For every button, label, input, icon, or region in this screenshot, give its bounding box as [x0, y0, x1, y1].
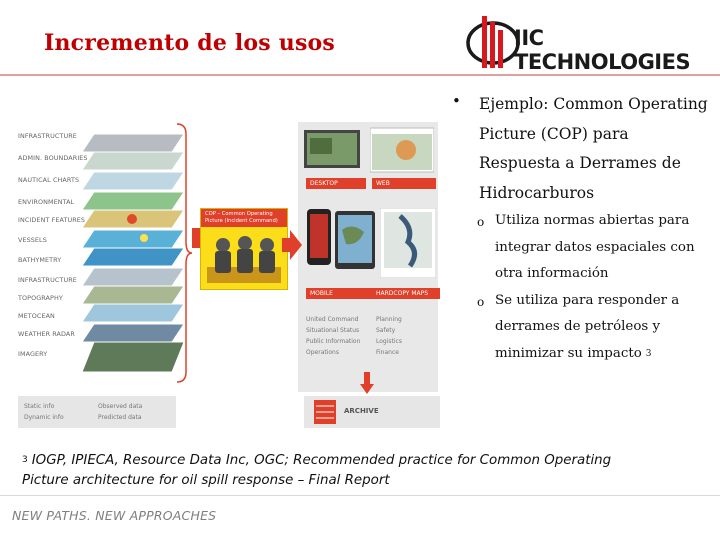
function-item: Safety	[376, 327, 396, 334]
function-item: Public Information	[306, 338, 361, 345]
function-item: United Command	[306, 316, 359, 323]
logo-text: IIC TECHNOLOGIES	[514, 26, 691, 74]
archive-box	[304, 396, 440, 428]
mobile-label: MOBILE	[306, 288, 374, 299]
function-item: Situational Status	[306, 327, 360, 334]
footer-tagline: NEW PATHS. NEW APPROACHES	[12, 508, 217, 523]
main-bullet-text: Ejemplo: Common Operating Picture (COP) para Respuesta a Derrames de Hidrocarburos	[479, 95, 708, 202]
arrow-down-icon	[360, 372, 374, 394]
bullet-list	[452, 90, 714, 368]
footnote-ref: 3	[645, 348, 652, 359]
function-item: Logistics	[376, 338, 402, 345]
function-list-left	[306, 314, 360, 358]
function-item: Planning	[376, 316, 402, 323]
desktop-label: DESKTOP	[306, 178, 366, 189]
bullet-dot: •	[452, 92, 461, 110]
cop-title: COP – Common Operating Picture (Incident Command)	[201, 209, 287, 227]
footnote	[22, 451, 662, 490]
footnote-text: IOGP, IPIECA, Resource Data Inc, OGC; Recommended practice for Common Operating Picture architecture for oil spill response – Final Report	[22, 453, 612, 488]
layer-label: ADMIN. BOUNDARIES	[18, 154, 88, 162]
web-label: WEB	[372, 178, 436, 189]
legend-box	[18, 396, 176, 428]
layer-label: INFRASTRUCTURE	[18, 276, 77, 284]
layers-bracket	[174, 122, 194, 384]
function-list-right	[376, 314, 402, 358]
function-item: Finance	[376, 349, 399, 356]
layer-label: ENVIRONMENTAL	[18, 198, 75, 206]
layer-label: INFRASTRUCTURE	[18, 132, 77, 140]
layer-label: TOPOGRAPHY	[18, 294, 63, 302]
slide-title: Incremento de los usos	[44, 30, 335, 56]
sub-bullet	[452, 208, 714, 288]
layer-label: VESSELS	[18, 236, 47, 244]
layer-label: IMAGERY	[18, 350, 48, 358]
sub-bullet-text: Utiliza normas abiertas para integrar datos espaciales con otra información	[495, 213, 695, 282]
layer-label: INCIDENT FEATURES	[18, 216, 86, 224]
cop-infographic	[14, 110, 442, 432]
legend-item: Observed data	[98, 403, 143, 410]
sub-bullet-marker: o	[477, 215, 485, 229]
archive-label: ARCHIVE	[344, 407, 379, 415]
tablet-screenshot	[334, 210, 376, 272]
sub-bullet-text: Se utiliza para responder a derrames de petróleos y minimizar su impacto	[495, 292, 680, 361]
function-item: Operations	[306, 349, 339, 356]
web-screenshot	[370, 126, 434, 176]
mobile-screenshot	[306, 208, 332, 268]
sub-bullet-marker: o	[477, 294, 485, 309]
layer-label: WEATHER RADAR	[18, 330, 75, 338]
server-icon	[310, 398, 340, 426]
layer-label: NAUTICAL CHARTS	[18, 176, 80, 184]
footnote-number: 3	[22, 455, 28, 465]
hardcopy-label: HARDCOPY MAPS	[372, 288, 440, 299]
incident-command-icon	[207, 233, 281, 283]
sub-bullet	[452, 288, 714, 368]
layer-label: METOCEAN	[18, 312, 55, 320]
hardcopy-map-image	[380, 208, 436, 278]
cop-panel	[200, 208, 288, 290]
legend-item: Static info	[24, 403, 55, 410]
title-divider	[0, 74, 720, 76]
arrow-right-icon	[282, 230, 302, 260]
desktop-screenshot	[302, 126, 364, 176]
legend-item: Predicted data	[98, 414, 142, 421]
legend-item: Dynamic info	[24, 414, 64, 421]
main-bullet	[452, 90, 714, 208]
layer-label: BATHYMETRY	[18, 256, 62, 264]
footer-divider	[0, 495, 720, 496]
